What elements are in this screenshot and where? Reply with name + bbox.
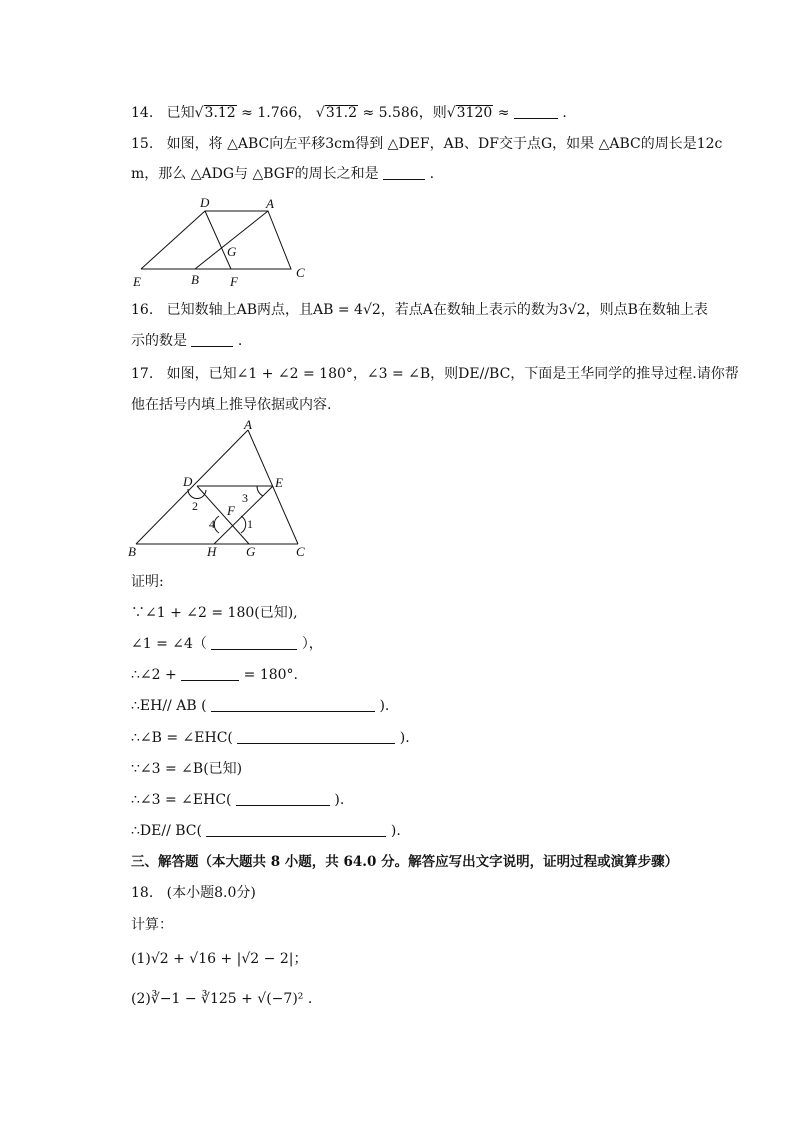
q15-label-G: G [227,244,237,259]
q17-text-1: 如图，已知∠1 + ∠2 = 180°，∠3 = ∠B，则DE//BC，下面是王华同学的推导过程.请你帮 [166,366,739,382]
proof-step-7-close: ). [334,792,345,808]
q14-radicand-1: 3.12 [204,105,236,121]
q15-label-A: A [266,196,274,211]
q18-part-2: (2)∛−1 − ∛125 + √(−7)² . [131,991,313,1007]
q16-answer-blank[interactable] [191,332,233,347]
q17-label-E: E [275,475,283,490]
proof-step-3-blank[interactable] [181,666,239,681]
q17-label-C: C [296,544,305,559]
proof-step-8 [131,822,401,840]
proof-step-2-close: ）， [301,636,323,652]
q15-answer-blank[interactable] [383,165,425,180]
q14-value-2: ≈ 5.586，则 [362,105,447,121]
q17-figure [126,418,316,563]
proof-step-8-text: ∴DE// BC( [131,823,202,839]
q18-number: 18. [131,885,154,901]
q15-label-D: D [200,195,210,210]
question-14: 14. 已知√3.12 ≈ 1.766， √31.2 ≈ 5.586，则√3120 ≈ . [131,105,567,121]
q14-text-a: 已知 [166,105,195,121]
proof-step-3-text: ∴∠2 + [131,667,177,683]
q17-angle-label-3: 3 [242,491,248,505]
q17-label-D: D [183,474,193,489]
question-16-line-1 [131,301,708,319]
q15-segment-AB [195,211,268,269]
q15-label-B: B [191,272,199,287]
proof-step-5 [131,729,410,747]
proof-step-5-text: ∴∠B = ∠EHC( [131,730,233,746]
q14-answer-blank[interactable] [514,104,558,119]
q16-number: 16. [131,302,154,318]
question-17-line-2 [131,396,331,414]
proof-step-2 [131,635,323,653]
q17-angle-3-arc [257,486,263,496]
proof-step-3 [131,666,298,684]
question-17-line-1 [131,365,739,383]
q17-side-AC [248,430,298,544]
question-16-line-2 [131,332,242,350]
proof-step-4-text: ∴EH// AB ( [131,698,207,714]
q17-label-G: G [246,544,256,559]
question-15-line-1 [131,135,722,153]
q15-number: 15. [131,136,154,152]
question-15-line-2 [131,165,434,183]
proof-step-2-text: ∠1 = ∠4（ [131,636,207,652]
proof-title: 证明: [131,574,164,590]
q16-text-1: 已知数轴上AB两点，且AB = 4√2，若点A在数轴上表示的数为3√2，则点B在数轴上表 [166,302,708,318]
proof-step-6-text: ∵∠3 = ∠B(已知) [131,761,243,777]
proof-step-5-close: ). [399,730,410,746]
proof-step-7-text: ∴∠3 = ∠EHC( [131,792,232,808]
proof-step-5-blank[interactable] [237,729,395,744]
proof-step-4 [131,697,389,715]
q17-number: 17. [131,366,154,382]
proof-step-8-blank[interactable] [206,822,386,837]
proof-step-2-blank[interactable] [211,635,297,650]
q16-text-2: 示的数是 [131,333,187,349]
q14-end: . [562,105,567,121]
q15-segment-DF [205,211,231,269]
q14-number: 14. [131,105,154,121]
q15-text-1: 如图，将 △ABC向左平移3cm得到 △DEF，AB、DF交于点G，如果 △ABC的周长是12c [166,136,723,152]
q17-angle-label-1: 1 [247,517,253,531]
proof-step-4-blank[interactable] [211,697,375,712]
q16-end: . [237,333,243,349]
section-3-heading: 三、解答题（本大题共 8 小题，共 64.0 分。解答应写出文字说明，证明过程或演算步骤） [131,854,679,870]
proof-step-1-text: ∵∠1 + ∠2 = 180(已知), [131,605,298,621]
q15-label-F: F [230,274,238,289]
proof-step-6 [131,760,242,778]
q14-value-3: ≈ [497,105,510,121]
q14-radicand-2: 31.2 [325,105,357,121]
q17-text-2: 他在括号内填上推导依据或内容. [131,397,332,413]
proof-step-7-blank[interactable] [236,791,330,806]
q15-end: . [429,166,435,182]
proof-step-8-close: ). [390,823,401,839]
q14-value-1: ≈ 1.766， [241,105,312,121]
q17-angle-label-4: 4 [209,517,215,531]
q18-part-1: (1)√2 + √16 + |√2 − 2|； [131,951,308,967]
q17-label-A: A [244,418,252,432]
q17-label-F: F [227,503,235,518]
q17-label-B: B [128,544,136,559]
q18-header-text: (本小题8.0分) [166,885,256,901]
q17-angle-label-2: 2 [192,499,198,513]
q18-calc-label: 计算： [131,917,173,933]
proof-step-3-close: = 180°. [243,667,298,683]
q15-figure [128,192,318,292]
proof-step-4-close: ). [379,698,390,714]
q15-outline [141,211,291,269]
q14-radicand-3: 3120 [456,105,493,121]
proof-step-7 [131,791,344,809]
q17-label-H: H [207,544,217,559]
proof-step-1 [131,604,298,622]
q17-angle-1-arc [241,516,246,533]
q15-text-2: m，那么 △ADG与 △BGF的周长之和是 [131,166,379,182]
q15-label-C: C [296,265,305,280]
q15-label-E: E [133,274,141,289]
question-18-header [131,884,256,902]
